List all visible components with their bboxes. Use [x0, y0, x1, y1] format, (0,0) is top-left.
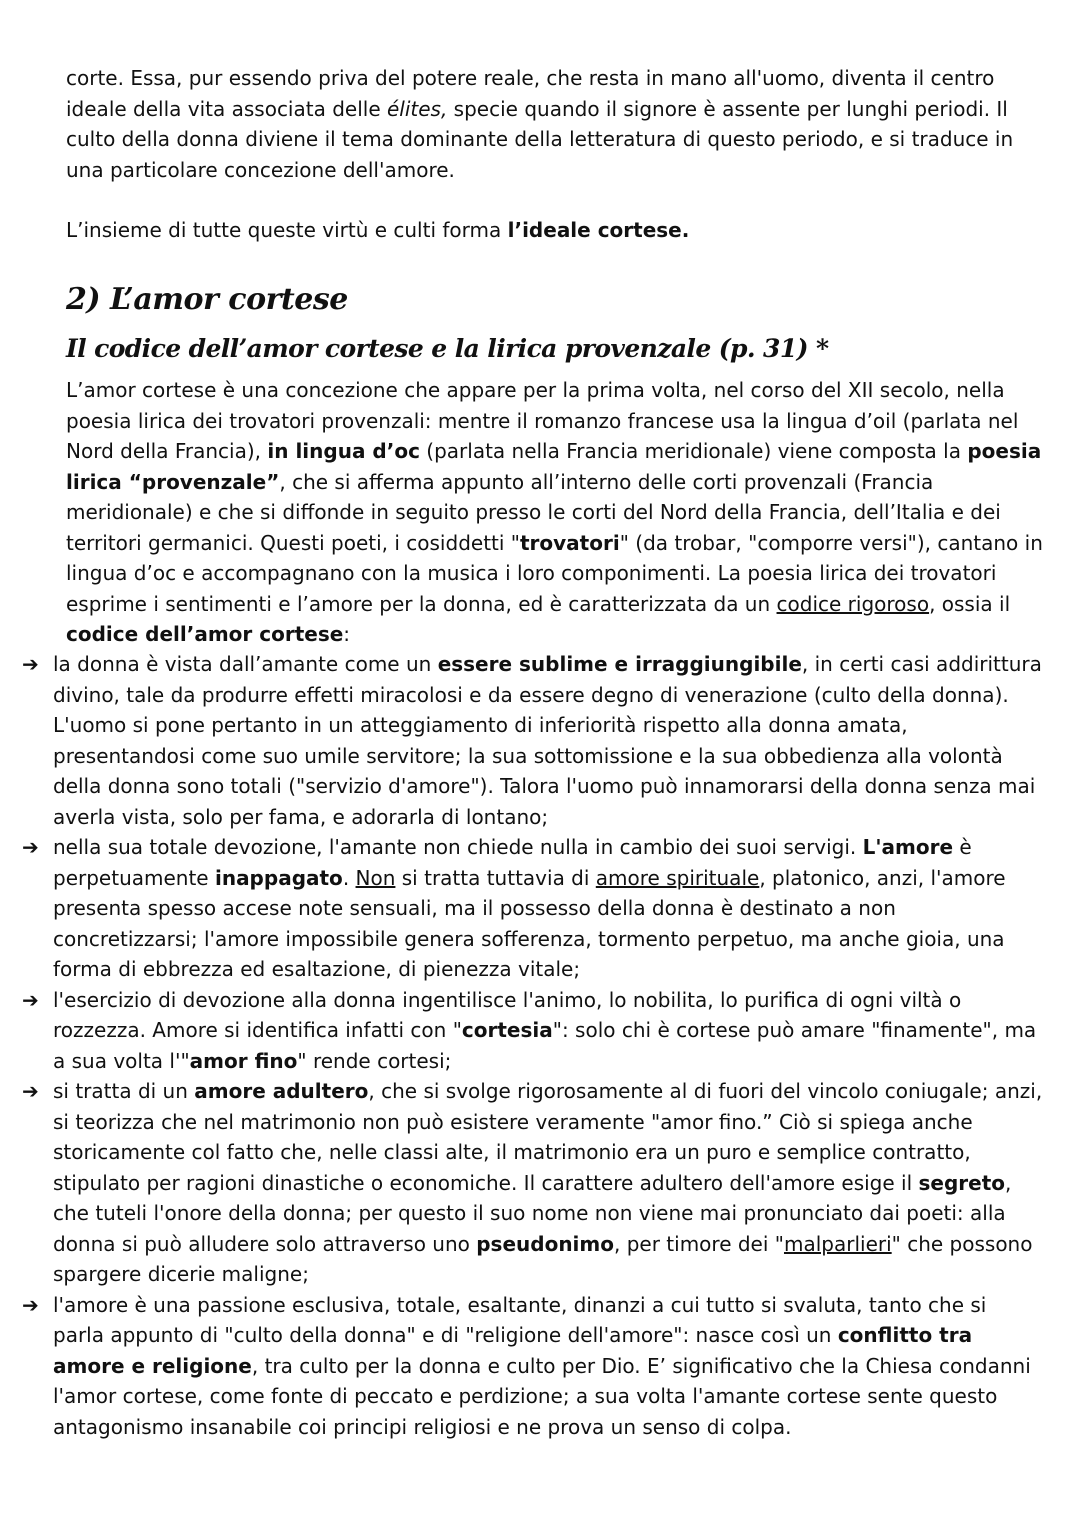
text-run: la donna è vista dall’amante come un	[53, 652, 438, 676]
arrow-bullet-icon: ➔	[22, 652, 39, 676]
text-run: , per timore dei "	[614, 1231, 784, 1256]
text-run: " che possono spargere dicerie maligne;	[53, 1231, 1033, 1286]
text-run: si tratta di un	[53, 1079, 195, 1103]
bold-text: codice dell’amor cortese	[66, 622, 344, 646]
underlined-text: codice rigoroso	[776, 591, 930, 616]
underlined-text: malparlieri	[783, 1231, 892, 1256]
text-run: L’amor cortese è una concezione che appare per la prima volta, nel corso del XII secolo, nella poesia lirica dei trovatori provenzali: mentre il romanzo francese usa la lingua d’oil (parlata nel Nord della Francia),	[66, 378, 1019, 463]
bold-text: inappagato	[214, 865, 343, 890]
bold-text: cortesia	[461, 1018, 553, 1042]
list-item	[0, 985, 1043, 1077]
bold-text: trovatori	[519, 530, 620, 555]
arrow-bullet-icon: ➔	[22, 1292, 39, 1317]
bullet-list	[0, 649, 1080, 1442]
text-run: ": solo chi è cortese può amare "finamente", ma a sua volta l'"	[53, 1018, 1037, 1073]
bold-text: in lingua d’oc	[267, 439, 420, 463]
underlined-text: amore spirituale	[595, 865, 760, 890]
text-run: " (da trobar, "comporre versi"), cantano in lingua d’oc e accompagnano con la musica i loro componimenti. La poesia lirica dei trovatori esprime i sentimenti e l’amore per la donna, ed è caratterizzata da un	[66, 530, 1043, 616]
text-run: si tratta tuttavia di	[395, 865, 596, 890]
text-run: corte. Essa, pur essendo priva del potere reale, che resta in mano all'uomo, diventa il centro ideale della vita associata delle	[66, 66, 995, 121]
bold-text: l’ideale cortese.	[507, 218, 690, 242]
list-item	[0, 649, 1043, 832]
text-run: L’insieme di tutte queste virtù e culti forma	[66, 218, 508, 242]
text-run: " rende cortesi;	[297, 1048, 452, 1073]
underlined-text: Non	[355, 865, 396, 890]
bold-text: L'amore	[862, 835, 954, 859]
italic-text: élites,	[386, 96, 448, 121]
text-run: l'amore è una passione esclusiva, totale, esaltante, dinanzi a cui tutto si svaluta, tanto che si parla appunto di "culto della donna" e di "religione dell'amore": nasce così un	[53, 1292, 987, 1347]
text-run: specie quando il signore è assente per lunghi periodi. Il culto della donna diviene il tema dominante della letteratura di questo periodo, e si traduce in una particolare concezione dell'amore.	[66, 96, 1014, 182]
text-run: , platonico, anzi, l'amore presenta spesso accese note sensuali, ma il possesso della donna è destinato a non concretizzarsi; l'amore impossibile genera sofferenza, tormento perpetuo, ma anche gioia, una forma di ebbrezza ed esaltazione, di pienezza vitale;	[53, 865, 1006, 981]
arrow-bullet-icon: ➔	[22, 835, 39, 859]
bold-text: segreto	[918, 1170, 1006, 1195]
text-run: è perpetuamente	[53, 835, 972, 890]
bold-text: amore adultero	[194, 1079, 369, 1103]
list-item	[0, 832, 1043, 985]
text-run: , che tuteli l'onore della donna; per questo il suo nome non viene mai pronunciato dai poeti: alla donna si può alludere solo attraverso uno	[53, 1170, 1012, 1256]
body-paragraph	[66, 375, 1046, 650]
text-run: l'esercizio di devozione alla donna ingentilisce l'animo, lo nobilita, lo purifica di ogni viltà o rozzezza. Amore si identifica infatti con "	[53, 987, 962, 1042]
arrow-bullet-icon: ➔	[22, 987, 39, 1012]
text-run: , che si svolge rigorosamente al di fuori del vincolo coniugale; anzi, si teorizza che nel matrimonio non può esistere veramente "amor fino.” Ciò si spiega anche storicamente col fatto che, nelle classi alte, il matrimonio era un puro e semplice contratto, stipulato per ragioni dinastiche o economiche. Il carattere adultero dell'amore esige il	[53, 1079, 1043, 1195]
list-item	[0, 1290, 1043, 1443]
bold-text: essere sublime e irraggiungibile	[437, 652, 802, 676]
arrow-bullet-icon: ➔	[22, 1079, 39, 1103]
intro-paragraph	[66, 63, 1046, 185]
bold-text: conflitto tra amore e religione	[53, 1323, 973, 1378]
list-item	[0, 1076, 1043, 1290]
text-run: , tra culto per la donna e culto per Dio. E’ significativo che la Chiesa condanni l'amor cortese, come fonte di peccato e perdizione; a sua volta l'amante cortese sente questo antagonismo insanabile coi principi religiosi e ne prova un senso di colpa.	[53, 1353, 1031, 1439]
text-run: nella sua totale devozione, l'amante non chiede nulla in cambio dei suoi servigi.	[53, 835, 863, 859]
bold-text: pseudonimo	[476, 1231, 614, 1256]
text-run: , che si afferma appunto all’interno delle corti provenzali (Francia meridionale) e che si diffonde in seguito presso le corti del Nord della Francia, dell’Italia e dei territori germanici. Questi poeti, i cosiddetti "	[66, 469, 1001, 555]
bold-text: poesia lirica “provenzale”	[66, 439, 1042, 494]
text-run: , in certi casi addirittura divino, tale da produrre effetti miracolosi e da essere degno di venerazione (culto della donna). L'uomo si pone pertanto in un atteggiamento di inferiorità rispetto alla donna amata, presentandosi come suo umile servitore; la sua sottomissione e la sua obbedienza alla volontà della donna sono totali ("servizio d'amore"). Talora l'uomo può innamorarsi della donna senza mai averla vista, solo per fama, e adorarla di lontano;	[53, 652, 1042, 829]
text-run: :	[343, 622, 351, 646]
text-run: .	[342, 865, 356, 890]
bold-text: amor fino	[189, 1048, 298, 1073]
text-run: (parlata nella Francia meridionale) viene composta la	[419, 439, 968, 463]
text-run: , ossia il	[929, 591, 1011, 616]
ideale-cortese-paragraph	[66, 215, 1046, 246]
section-subheading: Il codice dell’amor cortese e la lirica provenzale (p. 31) *	[66, 334, 829, 363]
section-heading: 2) L’amor cortese	[66, 282, 348, 317]
